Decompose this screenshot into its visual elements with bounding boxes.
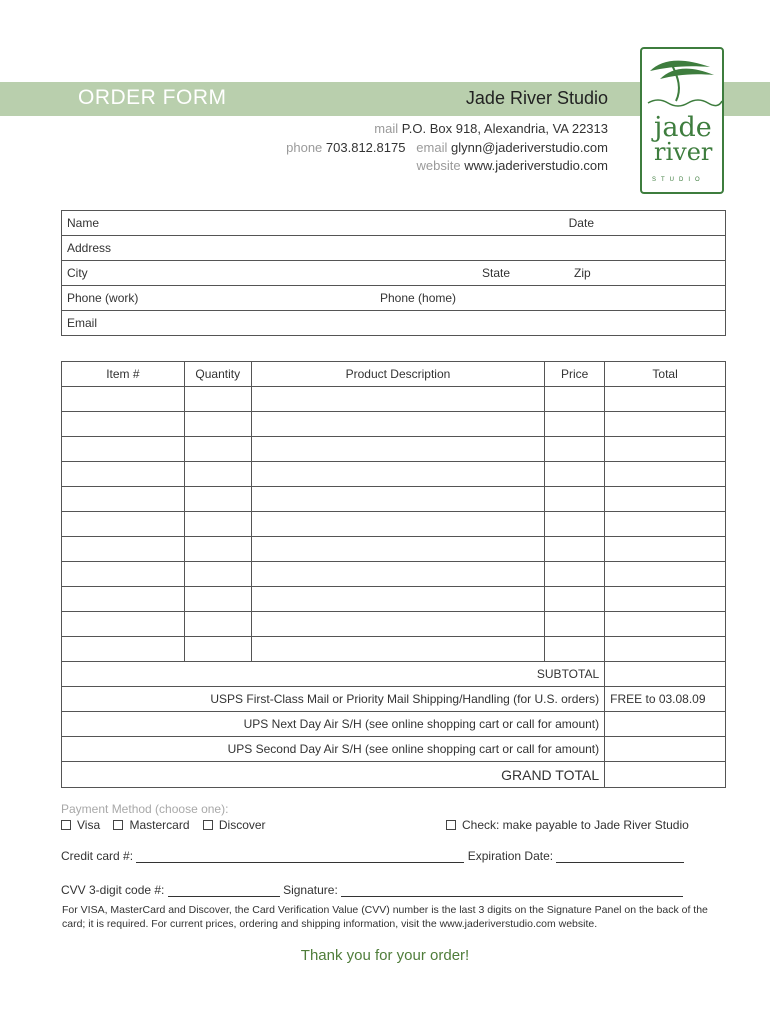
website-value: www.jaderiverstudio.com: [464, 158, 608, 173]
customer-info-table: [61, 210, 726, 336]
city-field[interactable]: [62, 261, 726, 286]
mastercard-label: Mastercard: [129, 818, 190, 832]
quantity-cell[interactable]: [184, 437, 251, 462]
email-label: email: [416, 140, 448, 155]
description-cell[interactable]: [251, 587, 544, 612]
price-cell[interactable]: [545, 412, 605, 437]
grand-total-row: [62, 762, 726, 788]
subtotal-label: SUBTOTAL: [62, 662, 605, 687]
city-row: [62, 261, 726, 286]
price-cell[interactable]: [545, 587, 605, 612]
total-cell[interactable]: [605, 537, 726, 562]
item-number-cell[interactable]: [62, 412, 185, 437]
logo-word-river: river: [654, 138, 713, 166]
usps-row: [62, 687, 726, 712]
price-cell[interactable]: [545, 512, 605, 537]
form-title: ORDER FORM: [78, 86, 227, 109]
card-options: [61, 818, 266, 832]
item-row: [62, 587, 726, 612]
subtotal-cell[interactable]: [605, 662, 726, 687]
col-header-quantity: Quantity: [184, 362, 251, 387]
description-cell[interactable]: [251, 437, 544, 462]
phone-work-label: Phone (work): [67, 291, 139, 305]
item-row: [62, 537, 726, 562]
description-cell[interactable]: [251, 537, 544, 562]
item-number-cell[interactable]: [62, 637, 185, 662]
items-header-row: [62, 362, 726, 387]
item-row: [62, 437, 726, 462]
mail-label: mail: [374, 121, 399, 136]
address-row: [62, 236, 726, 261]
discover-label: Discover: [218, 818, 266, 832]
cvv-field[interactable]: [168, 884, 280, 897]
order-items-table: [61, 361, 726, 788]
price-cell[interactable]: [545, 462, 605, 487]
phone-email-line: [286, 140, 608, 155]
email-value: glynn@jaderiverstudio.com: [451, 140, 608, 155]
quantity-cell[interactable]: [184, 462, 251, 487]
price-cell[interactable]: [545, 487, 605, 512]
mail-value: P.O. Box 918, Alexandria, VA 22313: [401, 121, 608, 136]
city-label: City: [67, 266, 88, 280]
bamboo-leaf-icon: [642, 49, 724, 119]
col-header-total: Total: [605, 362, 726, 387]
name-label: Name: [67, 216, 100, 230]
state-label: State: [482, 266, 511, 280]
usps-label: USPS First-Class Mail or Priority Mail Shipping/Handling (for U.S. orders): [62, 687, 605, 712]
email-field-label: Email: [67, 316, 98, 330]
ups-next-cell[interactable]: [605, 712, 726, 737]
ups-second-row: [62, 737, 726, 762]
item-number-cell[interactable]: [62, 537, 185, 562]
item-row: [62, 612, 726, 637]
price-cell[interactable]: [545, 637, 605, 662]
price-cell[interactable]: [545, 612, 605, 637]
address-label: Address: [67, 241, 112, 255]
discover-checkbox[interactable]: [203, 820, 213, 830]
col-header-description: Product Description: [251, 362, 544, 387]
col-header-price: Price: [545, 362, 605, 387]
website-label: website: [416, 158, 461, 173]
phone-home-label: Phone (home): [380, 291, 457, 305]
description-cell[interactable]: [251, 387, 544, 412]
phone-label: phone: [286, 140, 323, 155]
item-row: [62, 412, 726, 437]
name-field[interactable]: [62, 211, 726, 236]
item-row: [62, 512, 726, 537]
mastercard-checkbox[interactable]: [113, 820, 123, 830]
total-cell[interactable]: [605, 637, 726, 662]
total-cell[interactable]: [605, 512, 726, 537]
visa-label: Visa: [77, 818, 101, 832]
mastercard-option[interactable]: [113, 818, 189, 832]
logo-subtitle: STUDIO: [652, 177, 705, 183]
date-label: Date: [568, 216, 594, 230]
total-cell[interactable]: [605, 412, 726, 437]
check-option[interactable]: [446, 818, 689, 832]
quantity-cell[interactable]: [184, 612, 251, 637]
item-number-cell[interactable]: [62, 387, 185, 412]
col-header-item: Item #: [62, 362, 185, 387]
studio-name: Jade River Studio: [465, 88, 608, 108]
price-cell[interactable]: [545, 562, 605, 587]
discover-option[interactable]: [203, 818, 266, 832]
description-cell[interactable]: [251, 462, 544, 487]
check-label: Check: make payable to Jade River Studio: [462, 818, 689, 832]
description-cell[interactable]: [251, 612, 544, 637]
credit-card-label: Credit card #:: [61, 849, 134, 863]
price-cell[interactable]: [545, 437, 605, 462]
payment-heading: Payment Method (choose one):: [61, 802, 229, 816]
credit-card-line: [61, 849, 684, 863]
phone-field[interactable]: [62, 286, 726, 311]
quantity-cell[interactable]: [184, 412, 251, 437]
ups-second-label: UPS Second Day Air S/H (see online shopping cart or call for amount): [62, 737, 605, 762]
item-number-cell[interactable]: [62, 562, 185, 587]
item-number-cell[interactable]: [62, 487, 185, 512]
grand-total-label: GRAND TOTAL: [62, 762, 605, 788]
subtotal-row: [62, 662, 726, 687]
jade-river-logo: [640, 47, 724, 194]
quantity-cell[interactable]: [184, 637, 251, 662]
total-cell[interactable]: [605, 612, 726, 637]
ups-next-label: UPS Next Day Air S/H (see online shopping cart or call for amount): [62, 712, 605, 737]
email-field[interactable]: [62, 311, 726, 336]
description-cell[interactable]: [251, 562, 544, 587]
description-cell[interactable]: [251, 487, 544, 512]
description-cell[interactable]: [251, 637, 544, 662]
item-number-cell[interactable]: [62, 437, 185, 462]
phone-value: 703.812.8175: [325, 140, 406, 155]
zip-label: Zip: [574, 266, 591, 280]
usps-value: FREE to 03.08.09: [605, 687, 726, 712]
item-number-cell[interactable]: [62, 512, 185, 537]
item-number-cell[interactable]: [62, 462, 185, 487]
total-cell[interactable]: [605, 487, 726, 512]
grand-total-cell[interactable]: [605, 762, 726, 788]
total-cell[interactable]: [605, 387, 726, 412]
cvv-note: For VISA, MasterCard and Discover, the Card Verification Value (CVV) number is the last 3 digits on the Signature Panel on the back of the card; it is required. For current prices, ordering and shipping information, visit the www.jaderiverstudio.com website.: [62, 904, 708, 930]
check-checkbox[interactable]: [446, 820, 456, 830]
item-row: [62, 562, 726, 587]
total-cell[interactable]: [605, 562, 726, 587]
quantity-cell[interactable]: [184, 512, 251, 537]
credit-card-field[interactable]: [136, 850, 464, 863]
description-cell[interactable]: [251, 512, 544, 537]
email-row: [62, 311, 726, 336]
visa-checkbox[interactable]: [61, 820, 71, 830]
quantity-cell[interactable]: [184, 587, 251, 612]
item-number-cell[interactable]: [62, 612, 185, 637]
description-cell[interactable]: [251, 412, 544, 437]
logo-word-jade: jade: [654, 112, 712, 143]
price-cell[interactable]: [545, 537, 605, 562]
signature-label: Signature:: [283, 883, 338, 897]
quantity-cell[interactable]: [184, 537, 251, 562]
total-cell[interactable]: [605, 462, 726, 487]
total-cell[interactable]: [605, 437, 726, 462]
website-line: [417, 158, 608, 173]
quantity-cell[interactable]: [184, 387, 251, 412]
expiration-label: Expiration Date:: [467, 849, 554, 863]
ups-next-row: [62, 712, 726, 737]
ups-second-cell[interactable]: [605, 737, 726, 762]
item-row: [62, 637, 726, 662]
signature-field[interactable]: [341, 884, 683, 897]
expiration-field[interactable]: [556, 850, 684, 863]
cvv-line: [61, 883, 683, 897]
quantity-cell[interactable]: [184, 562, 251, 587]
item-row: [62, 462, 726, 487]
item-number-cell[interactable]: [62, 587, 185, 612]
item-row: [62, 487, 726, 512]
phone-row: [62, 286, 726, 311]
address-field[interactable]: [62, 236, 726, 261]
visa-option[interactable]: [61, 818, 100, 832]
thank-you-message: Thank you for your order!: [300, 947, 470, 964]
total-cell[interactable]: [605, 587, 726, 612]
price-cell[interactable]: [545, 387, 605, 412]
quantity-cell[interactable]: [184, 487, 251, 512]
item-row: [62, 387, 726, 412]
mail-line: [374, 121, 608, 136]
cvv-label: CVV 3-digit code #:: [61, 883, 165, 897]
name-row: [62, 211, 726, 236]
